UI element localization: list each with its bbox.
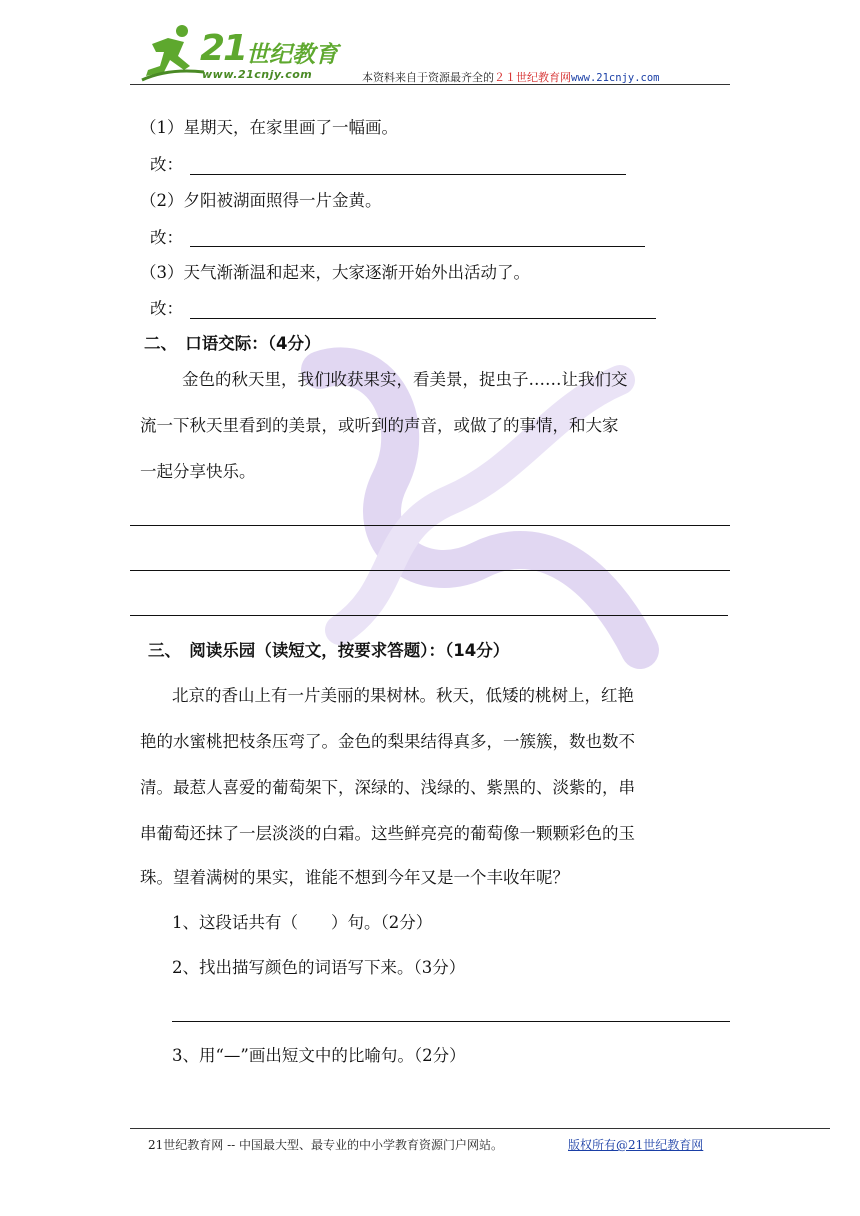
answer-label-1: 改： xyxy=(150,155,183,174)
passage-line-1: 北京的香山上有一片美丽的果树林。秋天，低矮的桃树上，红艳 xyxy=(172,686,634,705)
page-header xyxy=(130,22,730,86)
question-2: 2、找出描写颜色的词语写下来。（3分） xyxy=(172,958,466,977)
header-note-prefix: 本资料来自于资源最齐全的 xyxy=(362,71,494,84)
header-brand-link[interactable]: ２１世纪教育网 xyxy=(494,71,571,84)
footer-site-description: 21世纪教育网 -- 中国最大型、最专业的中小学教育资源门户网站。 xyxy=(148,1138,504,1152)
answer-line-3[interactable] xyxy=(190,318,656,319)
passage-line-2: 艳的水蜜桃把枝条压弯了。金色的梨果结得真多，一簇簇，数也数不 xyxy=(140,732,635,751)
passage-line-3: 清。最惹人喜爱的葡萄架下，深绿的、浅绿的、紫黑的、淡紫的，串 xyxy=(140,778,635,797)
header-url-link[interactable]: www.21cnjy.com xyxy=(571,72,660,84)
answer-line-2[interactable] xyxy=(190,246,645,247)
question-1: 1、这段话共有（ ）句。（2分） xyxy=(172,913,433,932)
section-2-paragraph-line-1: 金色的秋天里，我们收获果实，看美景，捉虫子……让我们交 xyxy=(182,370,628,389)
question-2-answer-line[interactable] xyxy=(172,1021,730,1022)
passage-line-5: 珠。望着满树的果实，谁能不想到今年又是一个丰收年呢？ xyxy=(140,868,569,887)
header-note xyxy=(362,69,660,85)
site-logo[interactable] xyxy=(138,22,348,86)
rewrite-sentence-2: （2）夕阳被湖面照得一片金黄。 xyxy=(140,191,382,210)
passage-line-4: 串葡萄还抹了一层淡淡的白霜。这些鲜亮亮的葡萄像一颗颗彩色的玉 xyxy=(140,824,635,843)
writing-line-2[interactable] xyxy=(130,570,730,571)
rewrite-sentence-3: （3）天气渐渐温和起来，大家逐渐开始外出活动了。 xyxy=(140,263,530,282)
answer-line-1[interactable] xyxy=(190,174,626,175)
logo-text: 世纪教育 xyxy=(246,42,338,68)
rewrite-sentence-1: （1）星期天，在家里画了一幅画。 xyxy=(140,118,398,137)
writing-line-1[interactable] xyxy=(130,525,730,526)
question-3: 3、用“—”画出短文中的比喻句。（2分） xyxy=(172,1046,466,1065)
footer-divider xyxy=(130,1128,830,1129)
logo-number: 21 xyxy=(200,28,247,69)
answer-label-3: 改： xyxy=(150,299,183,318)
section-2-paragraph-line-2: 流一下秋天里看到的美景，或听到的声音，或做了的事情，和大家 xyxy=(140,416,619,435)
answer-label-2: 改： xyxy=(150,228,183,247)
section-3-title: 三、 阅读乐园（读短文，按要求答题）：（14分） xyxy=(148,641,510,660)
section-2-paragraph-line-3: 一起分享快乐。 xyxy=(140,462,256,481)
runner-logo-icon xyxy=(138,22,208,82)
logo-url: www.21cnjy.com xyxy=(202,68,313,81)
header-divider xyxy=(130,84,730,85)
writing-line-3[interactable] xyxy=(130,615,728,616)
footer-copyright-link[interactable]: 版权所有@21世纪教育网 xyxy=(568,1138,704,1152)
section-2-title: 二、 口语交际：（4分） xyxy=(144,334,321,353)
